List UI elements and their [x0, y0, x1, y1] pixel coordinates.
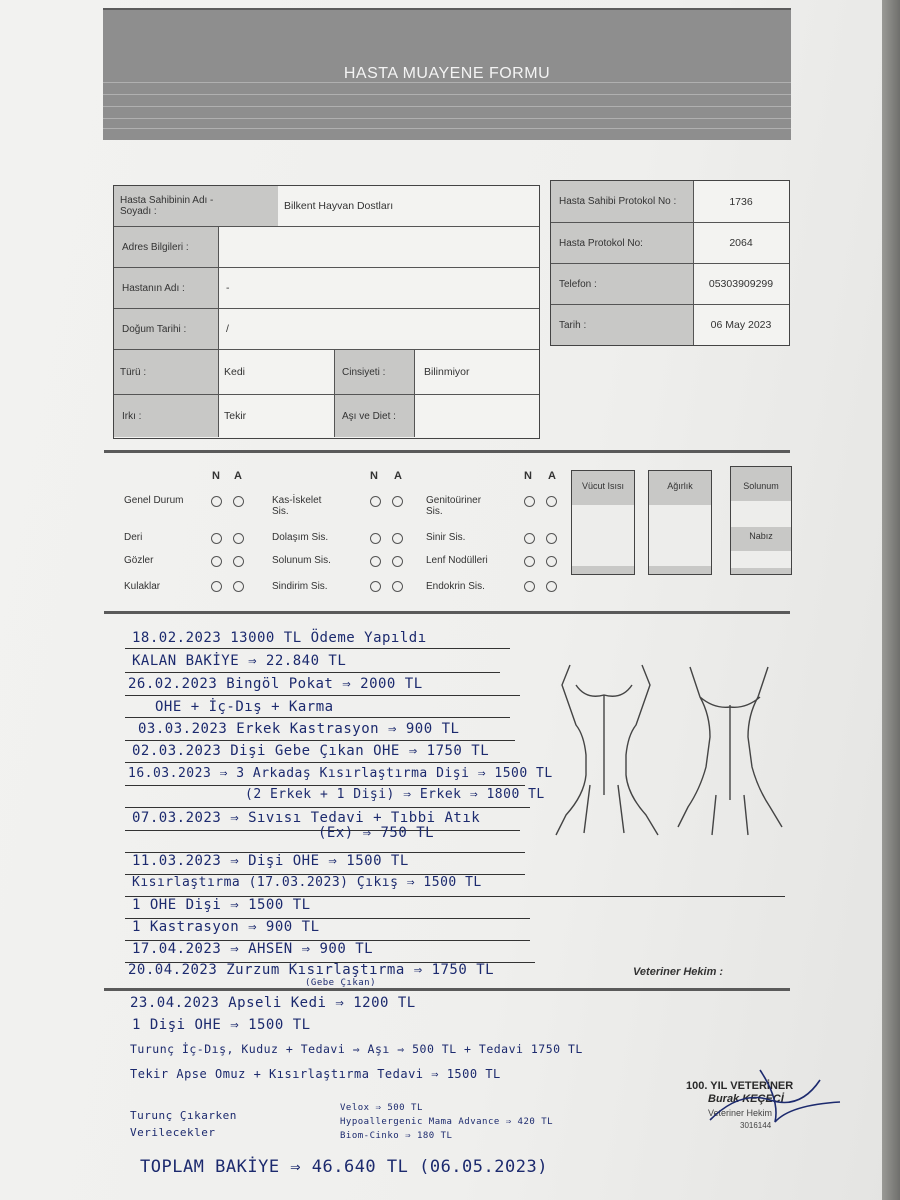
abnormal-radio[interactable]: [233, 556, 244, 567]
normal-radio[interactable]: [211, 496, 222, 507]
sex-value: Bilinmiyor: [424, 366, 470, 378]
patient-name-value: -: [226, 282, 230, 294]
exam-item: Kulaklar: [124, 581, 161, 592]
note-line: 20.04.2023 Zurzum Kısırlaştırma ⇒ 1750 TL: [128, 962, 495, 978]
normal-radio[interactable]: [524, 556, 535, 567]
respiration-label: Solunum: [743, 481, 779, 491]
owner-protocol-value: 1736: [729, 195, 753, 208]
cat-diagram: [530, 655, 790, 845]
exam-item: Gözler: [124, 555, 154, 566]
abnormal-radio[interactable]: [546, 496, 557, 507]
total-balance: TOPLAM BAKİYE ⇒ 46.640 TL (06.05.2023): [140, 1157, 548, 1177]
species-label: Türü :: [114, 350, 218, 394]
date-label: Tarih :: [551, 305, 693, 345]
note-line: 18.02.2023 13000 TL Ödeme Yapıldı: [132, 630, 427, 646]
note-line: (Gebe Çıkan): [305, 978, 377, 988]
abnormal-radio[interactable]: [233, 533, 244, 544]
exam-item: Deri: [124, 532, 143, 543]
abnormal-header: A: [548, 470, 556, 482]
note-line: 11.03.2023 ⇒ Dişi OHE ⇒ 1500 TL: [132, 853, 409, 869]
weight-box: [648, 470, 712, 575]
stamp-number: 3016144: [740, 1121, 772, 1130]
normal-radio[interactable]: [524, 533, 535, 544]
note-line: 26.02.2023 Bingöl Pokat ⇒ 2000 TL: [128, 676, 423, 692]
normal-radio[interactable]: [370, 533, 381, 544]
breed-label: Irkı :: [114, 395, 218, 437]
note-line: 02.03.2023 Dişi Gebe Çıkan OHE ⇒ 1750 TL: [132, 743, 490, 759]
note-line: OHE + İç-Dış + Karma: [155, 699, 334, 715]
abnormal-radio[interactable]: [392, 556, 403, 567]
patient-name-label: Hastanın Adı :: [114, 268, 218, 308]
abnormal-radio[interactable]: [546, 556, 557, 567]
normal-radio[interactable]: [211, 533, 222, 544]
normal-radio[interactable]: [524, 496, 535, 507]
normal-header: N: [524, 470, 532, 482]
normal-header: N: [212, 470, 220, 482]
exam-item: Endokrin Sis.: [426, 581, 485, 592]
exam-item: Genitoüriner Sis.: [426, 495, 482, 517]
normal-radio[interactable]: [524, 581, 535, 592]
phone-value: 05303909299: [708, 278, 774, 290]
normal-radio[interactable]: [211, 581, 222, 592]
note-line: Tekir Apse Omuz + Kısırlaştırma Tedavi ⇒ 1500 TL: [130, 1067, 501, 1081]
abnormal-radio[interactable]: [233, 496, 244, 507]
stamp-name: Burak KEÇECİ: [708, 1093, 784, 1105]
note-line: Kısırlaştırma (17.03.2023) Çıkış ⇒ 1500 TL: [132, 875, 482, 890]
exam-item: Kas-İskelet Sis.: [272, 495, 322, 517]
exam-item: Dolaşım Sis.: [272, 532, 329, 543]
respiration-pulse-box: [730, 466, 792, 575]
note-line: Hypoallergenic Mama Advance ⇒ 420 TL: [340, 1117, 554, 1127]
owner-protocol-label: Hasta Sahibi Protokol No :: [551, 181, 693, 222]
abnormal-header: A: [234, 470, 242, 482]
form-header: [103, 8, 791, 140]
abnormal-radio[interactable]: [392, 581, 403, 592]
abnormal-radio[interactable]: [392, 496, 403, 507]
abnormal-radio[interactable]: [546, 533, 557, 544]
normal-radio[interactable]: [211, 556, 222, 567]
birth-value: /: [226, 323, 229, 335]
note-line: (Ex) ⇒ 750 TL: [318, 825, 435, 841]
exam-item: Lenf Nodülleri: [426, 555, 488, 566]
exam-section: [104, 450, 790, 614]
note-line: Biom-Cinko ⇒ 180 TL: [340, 1131, 453, 1141]
form-title: HASTA MUAYENE FORMU: [343, 65, 551, 82]
note-line: 1 Dişi OHE ⇒ 1500 TL: [132, 1017, 311, 1033]
vet-label: Veteriner Hekim :: [633, 966, 724, 978]
note-line: 17.04.2023 ⇒ AHSEN ⇒ 900 TL: [132, 941, 374, 957]
weight-label: Ağırlık: [667, 481, 693, 491]
temperature-box: [571, 470, 635, 575]
patient-info-box: [113, 185, 540, 439]
address-label: Adres Bilgileri :: [114, 227, 218, 267]
exam-item: Sinir Sis.: [426, 532, 466, 543]
normal-radio[interactable]: [370, 556, 381, 567]
stamp-clinic: 100. YIL VETERİNER: [686, 1080, 794, 1092]
note-line: Turunç Çıkarken Verilecekler: [130, 1109, 237, 1139]
note-line: Turunç İç-Dış, Kuduz + Tedavi ⇒ Aşı ⇒ 500 TL + Tedavi 1750 TL: [130, 1042, 583, 1056]
birth-label: Doğum Tarihi :: [114, 309, 218, 349]
exam-item: Genel Durum: [124, 495, 184, 506]
note-line: (2 Erkek + 1 Dişi) ⇒ Erkek ⇒ 1800 TL: [245, 787, 545, 802]
sex-label: Cinsiyeti :: [334, 350, 414, 394]
abnormal-radio[interactable]: [233, 581, 244, 592]
normal-header: N: [370, 470, 378, 482]
owner-label: Hasta Sahibinin Adı - Soyadı :: [114, 186, 218, 226]
stamp-title: Veteriner Hekim: [708, 1108, 773, 1118]
owner-value: Bilkent Hayvan Dostları: [284, 200, 394, 212]
exam-item: Sindirim Sis.: [272, 581, 328, 592]
note-line: 1 OHE Dişi ⇒ 1500 TL: [132, 897, 311, 913]
abnormal-radio[interactable]: [392, 533, 403, 544]
temperature-label: Vücut Isısı: [581, 481, 625, 491]
note-line: 16.03.2023 ⇒ 3 Arkadaş Kısırlaştırma Dişi ⇒ 1500 TL: [128, 766, 553, 781]
note-line: 07.03.2023 ⇒ Sıvısı Tedavi + Tıbbi Atık: [132, 810, 481, 826]
vaccine-label: Aşı ve Diet :: [334, 395, 414, 437]
note-line: 03.03.2023 Erkek Kastrasyon ⇒ 900 TL: [138, 721, 460, 737]
note-line: 23.04.2023 Apseli Kedi ⇒ 1200 TL: [130, 995, 416, 1011]
patient-protocol-value: 2064: [729, 237, 753, 249]
note-line: Velox ⇒ 500 TL: [340, 1103, 423, 1113]
protocol-box: [550, 180, 790, 346]
species-value: Kedi: [224, 366, 246, 378]
signature: [700, 1060, 850, 1130]
patient-protocol-label: Hasta Protokol No:: [551, 223, 693, 263]
abnormal-header: A: [394, 470, 402, 482]
background-wall: [882, 0, 900, 1200]
phone-label: Telefon :: [551, 264, 693, 304]
breed-value: Tekir: [224, 410, 247, 422]
pulse-label: Nabız: [749, 531, 773, 541]
date-value: 06 May 2023: [710, 319, 772, 331]
abnormal-radio[interactable]: [546, 581, 557, 592]
note-line: KALAN BAKİYE ⇒ 22.840 TL: [132, 653, 347, 669]
normal-radio[interactable]: [370, 581, 381, 592]
exam-item: Solunum Sis.: [272, 555, 331, 566]
normal-radio[interactable]: [370, 496, 381, 507]
note-line: 1 Kastrasyon ⇒ 900 TL: [132, 919, 320, 935]
